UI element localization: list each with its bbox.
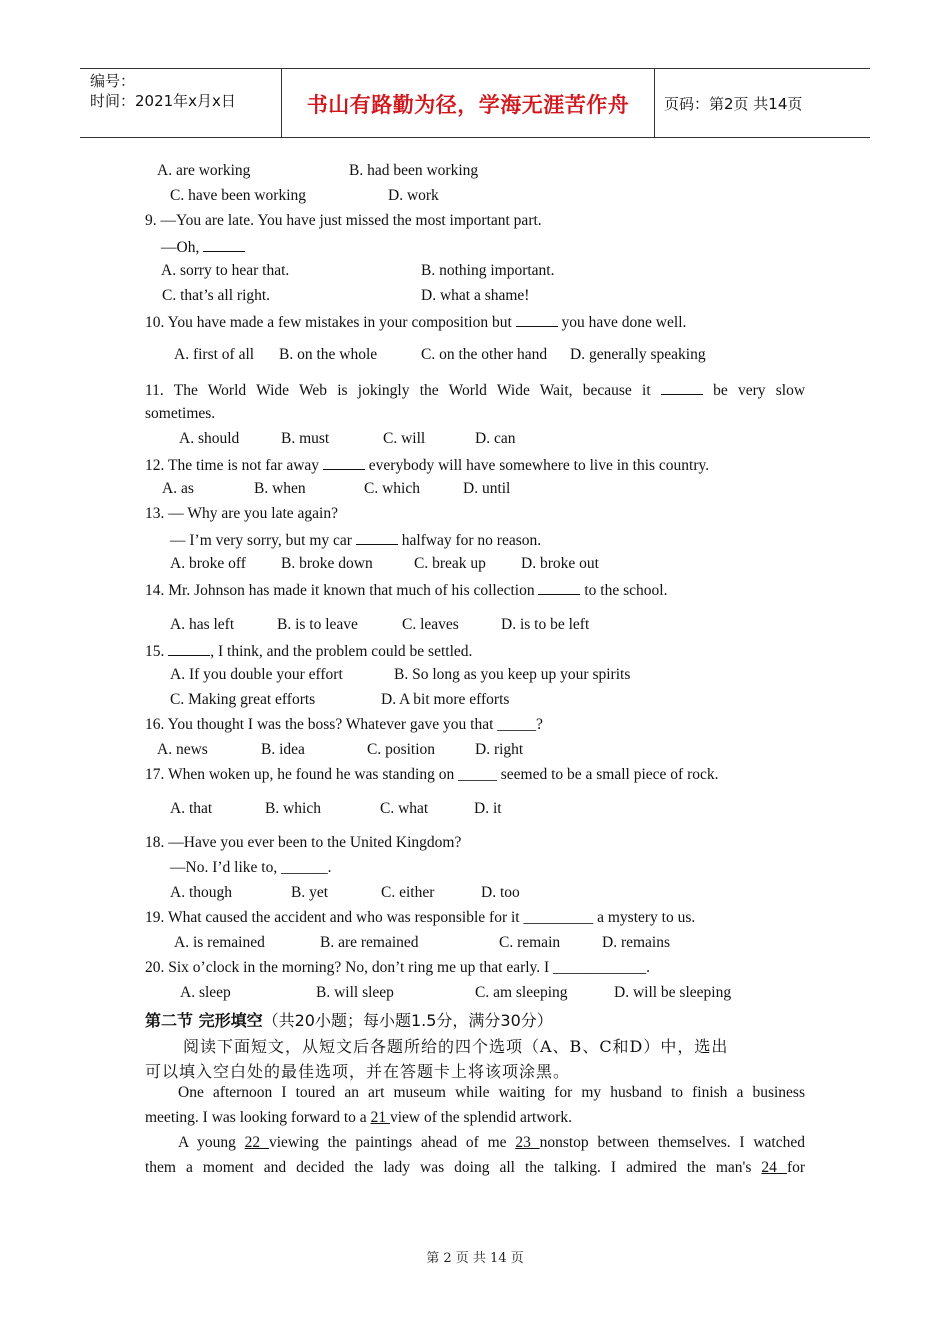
cloze-blank-22: 22 [244,1134,269,1151]
section-info: （共20小题；每小题1.5分，满分30分） [262,1011,553,1030]
q16-option-b: B. idea [261,741,305,758]
q11-stem-text: 11. The World Wide Web is jokingly the World Wide Wait, because it [145,382,651,399]
q15-stem-text: 15. [145,643,165,660]
q8-option-c: C. have been working [170,187,307,204]
passage-text: nonstop between themselves. I watched [539,1134,805,1151]
q11-stem-text: be very slow [713,382,806,399]
q19-option-c: C. remain [499,934,561,951]
section-heading [145,1008,553,1031]
q19-option-d: D. remains [602,934,671,951]
q12-option-a: A. as [162,480,194,497]
q15-stem-text: , I think, and the problem could be settled. [210,643,473,660]
q10-option-d: D. generally speaking [570,346,706,363]
page-info: 页码：第2页 共14页 [664,95,803,113]
cloze-blank-23: 23 [515,1134,540,1151]
q17-option-d: D. it [474,800,502,817]
q13-option-a: A. broke off [170,555,246,572]
cloze-blank-24: 24 [761,1159,787,1176]
q12-stem [145,455,709,475]
q13-reply [170,530,541,550]
passage-text: viewing the paintings ahead of me [268,1134,507,1151]
q13-option-b: B. broke down [281,555,373,572]
q9-option-d: D. what a shame! [421,287,530,304]
q14-stem-text: 14. Mr. Johnson has made it known that much of his collection [145,582,535,599]
q12-stem-text: 12. The time is not far away [145,457,320,474]
q20-option-a: A. sleep [180,984,231,1001]
passage-line [178,1134,805,1152]
q8-option-a: A. are working [157,162,251,179]
passage-text: meeting. I was looking forward to a [145,1109,367,1126]
q16-option-d: D. right [475,741,524,758]
q13-reply-text: — I’m very sorry, but my car [170,532,352,549]
q11-option-d: D. can [475,430,516,447]
passage-text: view of the splendid artwork. [389,1109,573,1126]
answer-blank [203,237,245,252]
answer-blank [538,580,580,595]
header-meta [90,71,236,111]
q12-option-b: B. when [254,480,306,497]
q16-option-c: C. position [367,741,436,758]
q13-reply-text: halfway for no reason. [401,532,542,549]
q13-stem: 13. — Why are you late again? [145,505,338,522]
answer-blank [168,641,210,656]
q10-stem-text: you have done well. [561,314,687,331]
date-label: 时间：2021年x月x日 [90,92,236,110]
q18-reply: —No. I’d like to, ______. [170,859,332,876]
q14-option-c: C. leaves [402,616,459,633]
q17-option-c: C. what [380,800,429,817]
q19-option-b: B. are remained [320,934,419,951]
q19-option-a: A. is remained [174,934,265,951]
q11-option-c: C. will [383,430,426,447]
q14-option-a: A. has left [170,616,235,633]
q20-stem: 20. Six o’clock in the morning? No, don’t ring me up that early. I ____________. [145,959,650,976]
q18-option-b: B. yet [291,884,329,901]
q9-option-b: B. nothing important. [421,262,555,279]
q15-option-d: D. A bit more efforts [381,691,510,708]
q12-option-d: D. until [463,480,511,497]
q20-option-b: B. will sleep [316,984,394,1001]
header-motto: 书山有路勤为径，学海无涯苦作舟 [306,93,630,117]
q9-reply-text: —Oh, [161,239,200,256]
q9-option-a: A. sorry to hear that. [161,262,290,279]
passage-line: One afternoon I toured an art museum while waiting for my husband to finish a business [178,1084,805,1101]
page-footer: 第 2 页 共 14 页 [426,1251,524,1266]
q11-stem [145,380,805,400]
q18-option-d: D. too [481,884,520,901]
q14-option-b: B. is to leave [277,616,358,633]
q10-option-b: B. on the whole [279,346,378,363]
q8-option-d: D. work [388,187,439,204]
q15-option-c: C. Making great efforts [170,691,316,708]
page-header [80,68,870,138]
passage-text: A young [178,1134,236,1151]
q15-option-a: A. If you double your effort [170,666,343,683]
q14-stem [145,580,667,600]
answer-blank [323,455,365,470]
q18-option-c: C. either [381,884,435,901]
q19-stem: 19. What caused the accident and who was responsible for it _________ a mystery to us. [145,909,696,926]
q20-option-c: C. am sleeping [475,984,568,1001]
q11-option-b: B. must [281,430,330,447]
passage-line [145,1159,805,1177]
q9-reply [161,237,245,257]
q13-option-d: D. broke out [521,555,599,572]
q16-stem: 16. You thought I was the boss? Whatever gave you that _____? [145,716,543,733]
cloze-blank-21: 21 [370,1109,390,1126]
q18-option-a: A. though [170,884,232,901]
q16-option-a: A. news [157,741,208,758]
q8-option-b: B. had been working [349,162,479,179]
q17-option-a: A. that [170,800,213,817]
section-instruction: 阅读下面短文，从短文后各题所给的四个选项（A、B、C和D）中，选出 [183,1037,729,1056]
q15-stem [145,641,472,661]
q11-option-a: A. should [179,430,240,447]
answer-blank [661,380,703,395]
q20-option-d: D. will be sleeping [614,984,732,1001]
q11-stem-cont: sometimes. [145,405,216,422]
section-title: 第二节 完形填空 [145,1011,263,1030]
q14-stem-text: to the school. [584,582,668,599]
q10-option-c: C. on the other hand [421,346,548,363]
answer-blank [516,312,558,327]
q9-stem: 9. —You are late. You have just missed the most important part. [145,212,542,229]
section-instruction: 可以填入空白处的最佳选项，并在答题卡上将该项涂黑。 [145,1062,571,1081]
answer-blank [356,530,398,545]
q12-stem-text: everybody will have somewhere to live in this country. [368,457,710,474]
passage-line [145,1109,572,1127]
q10-option-a: A. first of all [174,346,255,363]
q17-stem: 17. When woken up, he found he was standing on _____ seemed to be a small piece of rock. [145,766,719,783]
q10-stem-text: 10. You have made a few mistakes in your composition but [145,314,512,331]
q12-option-c: C. which [364,480,420,497]
q18-stem: 18. —Have you ever been to the United Kingdom? [145,834,462,851]
q17-option-b: B. which [265,800,321,817]
code-label: 编号： [90,72,136,90]
q9-option-c: C. that’s all right. [162,287,271,304]
passage-text: for [786,1159,806,1176]
q10-stem [145,312,686,332]
q15-option-b: B. So long as you keep up your spirits [394,666,631,683]
q14-option-d: D. is to be left [501,616,590,633]
passage-text: them a moment and decided the lady was doing all the talking. I admired the man's [145,1159,752,1176]
header-divider [654,69,655,137]
q13-option-c: C. break up [414,555,486,572]
